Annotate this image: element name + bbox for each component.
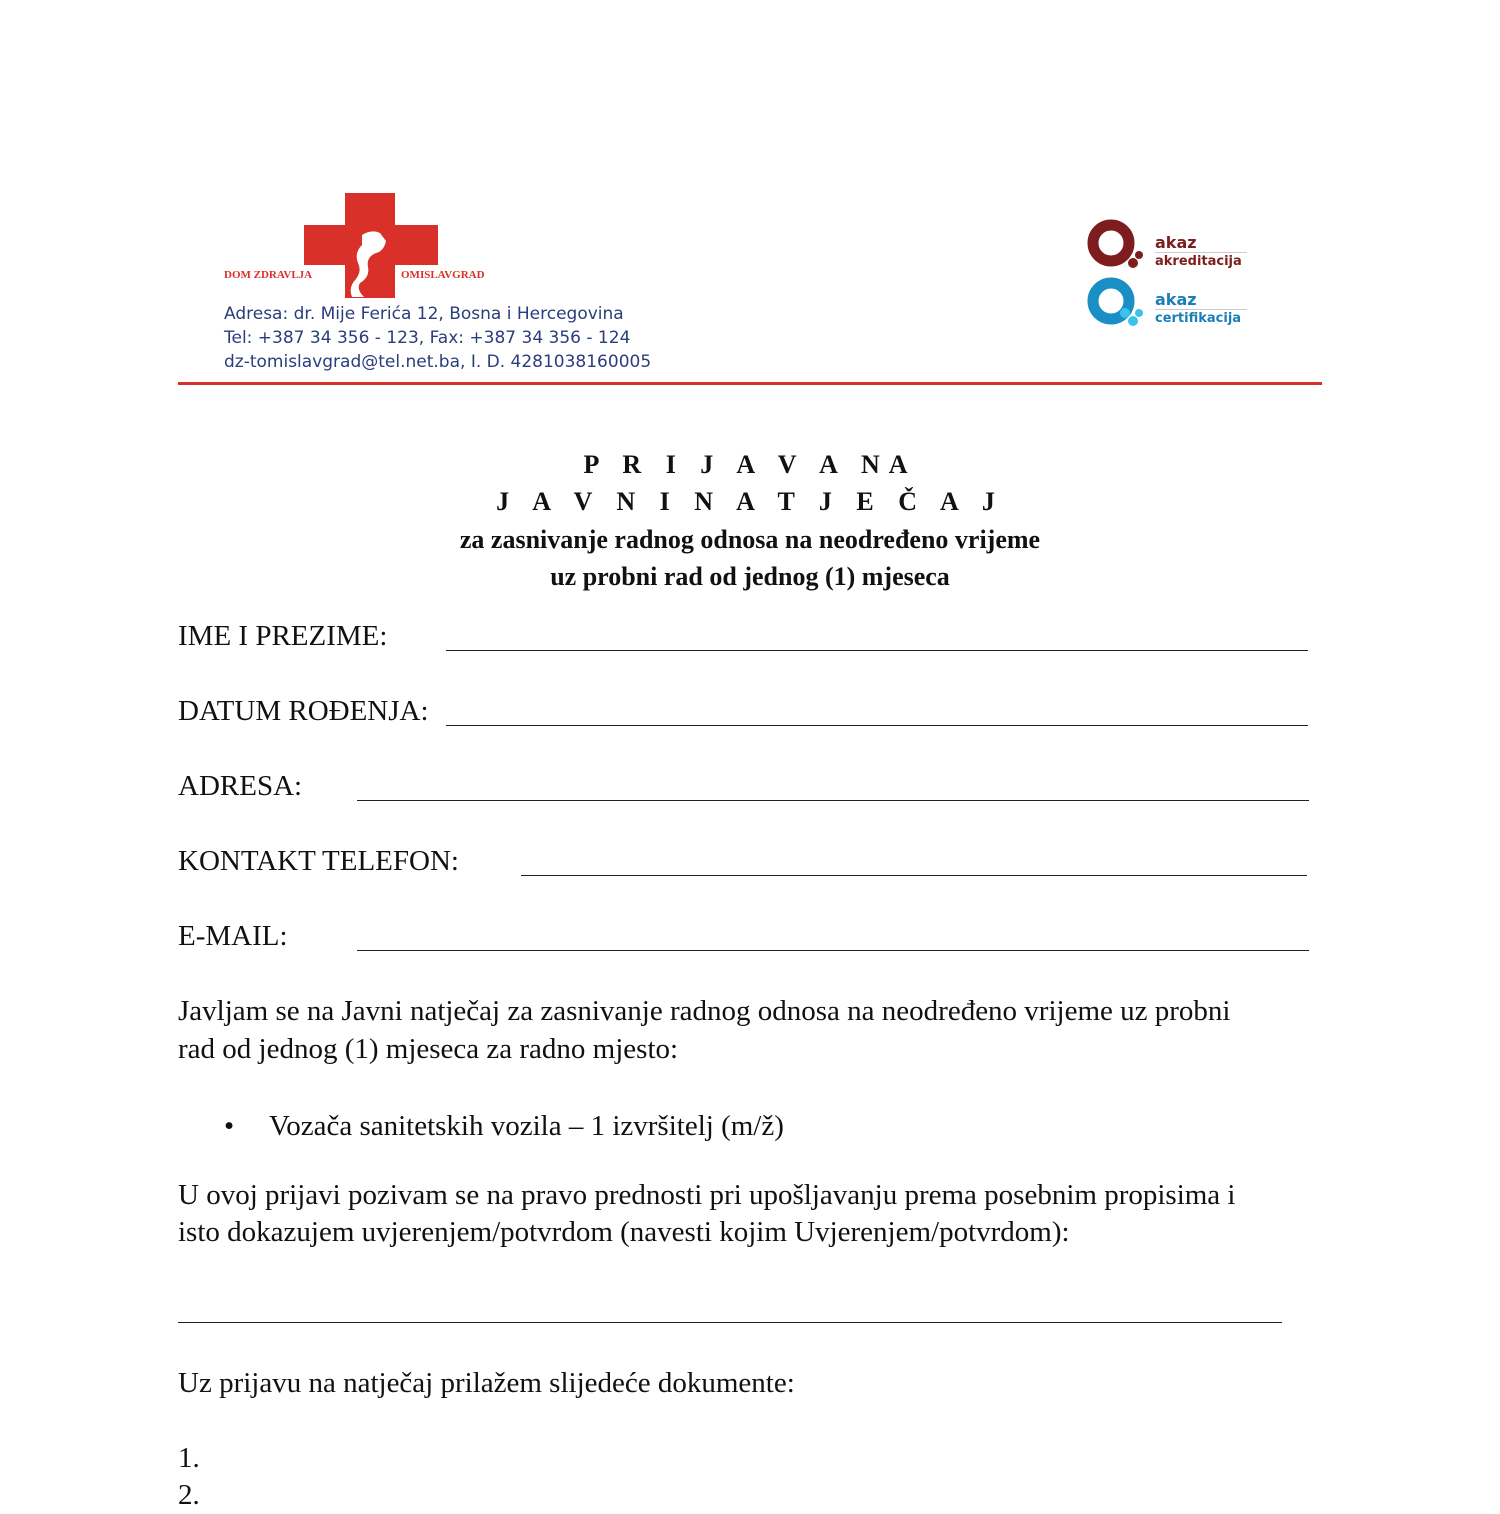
title-line-1: P R I J A V A NA [583, 450, 917, 479]
title-line-3: za zasnivanje radnog odnosa na neodređeno vrijeme [459, 525, 1041, 554]
title-line-4: uz probni rad od jednog (1) mjeseca [550, 562, 950, 591]
logo-text-right: OMISLAVGRAD [401, 269, 485, 281]
address-input-line[interactable] [357, 800, 1309, 801]
paragraph-1-line-1: Javljam se na Javni natječaj za zasnivanje radnog odnosa na neodređeno vrijeme uz probni [178, 995, 1231, 1027]
header-email: dz-tomislavgrad@tel.net.ba, I. D. 4281038160005 [224, 352, 652, 372]
title-line-2: J A V N I N A T J E Č A J [496, 487, 1004, 516]
name-input-line[interactable] [446, 650, 1308, 651]
birthdate-input-line[interactable] [446, 725, 1308, 726]
logo-text-left: DOM ZDRAVLJA [224, 269, 313, 281]
header-divider [178, 382, 1322, 385]
phone-input-line[interactable] [521, 875, 1307, 876]
field-label-phone: KONTAKT TELEFON: [178, 845, 459, 877]
paragraph-2-line-2: isto dokazujem uvjerenjem/potvrdom (navesti kojim Uvjerenjem/potvrdom): [178, 1216, 1070, 1248]
email-input-line[interactable] [357, 950, 1309, 951]
header-phone: Tel: +387 34 356 - 123, Fax: +387 34 356 - 124 [224, 328, 631, 348]
header-address: Adresa: dr. Mije Ferića 12, Bosna i Hercegovina [224, 304, 624, 324]
bullet-icon: • [224, 1110, 235, 1142]
paragraph-1-line-2: rad od jednog (1) mjeseca za radno mjesto: [178, 1033, 679, 1065]
akaz-name-2: akaz [1155, 290, 1197, 309]
position-item: Vozača sanitetskih vozila – 1 izvršitelj (m/ž) [269, 1110, 784, 1142]
red-cross-logo-icon [300, 193, 440, 298]
documents-intro: Uz prijavu na natječaj prilažem slijedeće dokumente: [178, 1367, 795, 1399]
akaz-q-cyan-icon [1087, 277, 1149, 331]
akaz-q-maroon-icon [1087, 219, 1149, 273]
document-item-1: 1. [178, 1442, 200, 1474]
certificate-input-line[interactable] [178, 1322, 1282, 1323]
field-label-name: IME I PREZIME: [178, 620, 388, 652]
akaz-sub-2: certifikacija [1155, 311, 1242, 326]
field-label-birthdate: DATUM ROĐENJA: [178, 695, 429, 727]
document-item-2: 2. [178, 1479, 200, 1511]
akaz-name-1: akaz [1155, 233, 1197, 252]
akaz-divider-2 [1155, 309, 1247, 310]
paragraph-2-line-1: U ovoj prijavi pozivam se na pravo prednosti pri upošljavanju prema posebnim propisima i [178, 1179, 1236, 1211]
field-label-email: E-MAIL: [178, 920, 288, 952]
akaz-divider-1 [1155, 252, 1247, 253]
akaz-sub-1: akreditacija [1155, 254, 1242, 269]
field-label-address: ADRESA: [178, 770, 303, 802]
